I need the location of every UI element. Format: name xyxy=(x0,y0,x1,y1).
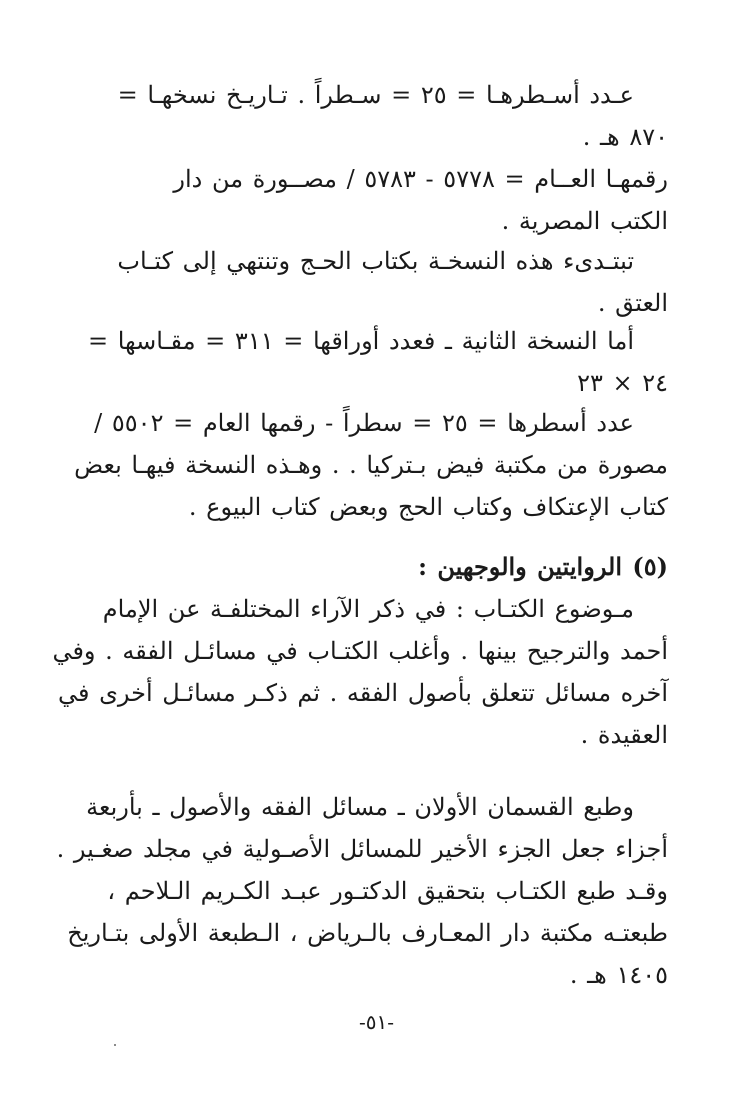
text-line: تبتـدىء هذه النسخـة بكتاب الحـج وتنتهي إلى كتـاب xyxy=(117,247,634,275)
scan-speck xyxy=(114,1044,116,1046)
text-line: ١٤٠٥ هـ . xyxy=(569,961,668,989)
section-heading: (٥) الروايتين والوجهين : xyxy=(418,552,668,581)
text-line: وطبع القسمان الأولان ـ مسائل الفقه والأصول ـ بأربعة xyxy=(86,793,634,821)
page-number: -٥١- xyxy=(358,1010,394,1034)
paragraph-contents-range xyxy=(100,240,668,324)
text-line: عـدد أسـطرهـا = ٢٥ = سـطراً . تـاريـخ نسخهـا = xyxy=(117,81,634,109)
text-line: مـوضوع الكتـاب : في ذكر الآراء المختلفـة عن الإمام xyxy=(102,595,634,623)
text-line: أجزاء جعل الجزء الأخير للمسائل الأصـولية في مجلد صغـير . xyxy=(56,835,668,863)
text-line: عدد أسطرها = ٢٥ = سطراً - رقمها العام = ٥٥٠٢ / xyxy=(94,409,634,437)
paragraph-catalog-number xyxy=(100,158,668,242)
text-line: ٨٧٠ هـ . xyxy=(582,123,668,151)
text-line: وقـد طبع الكتـاب بتحقيق الدكتـور عبـد الكـريم الـلاحم ، xyxy=(107,877,668,905)
text-line: العقيدة . xyxy=(580,721,668,749)
section-book-description xyxy=(52,546,668,756)
text-line: العتق . xyxy=(597,289,668,317)
text-line: رقمهـا العــام = ٥٧٧٨ - ٥٧٨٣ / مصــورة من دار xyxy=(173,165,668,193)
text-line: كتاب الإعتكاف وكتاب الحج وبعض كتاب البيوع . xyxy=(188,493,668,521)
paragraph-second-copy-details xyxy=(74,402,668,528)
text-line: ٢٤ × ٢٣ xyxy=(577,369,668,397)
paragraph-printing-info xyxy=(56,786,668,996)
text-line: أما النسخة الثانية ـ فعدد أوراقها = ٣١١ = مقـاسها = xyxy=(87,327,634,355)
text-line: آخره مسائل تتعلق بأصول الفقه . ثم ذكـر مسائـل أخرى في xyxy=(58,679,668,707)
text-line: مصورة من مكتبة فيض بـتركيا . . وهـذه النسخة فيهـا بعض xyxy=(74,451,668,479)
text-line: أحمد والترجيح بينها . وأغلب الكتـاب في مسائـل الفقه . وفي xyxy=(52,637,668,665)
text-line: الكتب المصرية . xyxy=(501,207,668,235)
text-line: طبعتـه مكتبة دار المعـارف بالـرياض ، الـطبعة الأولى بتـاريخ xyxy=(67,919,668,947)
paragraph-second-copy xyxy=(87,320,668,404)
paragraph-copy-lines xyxy=(100,74,668,158)
